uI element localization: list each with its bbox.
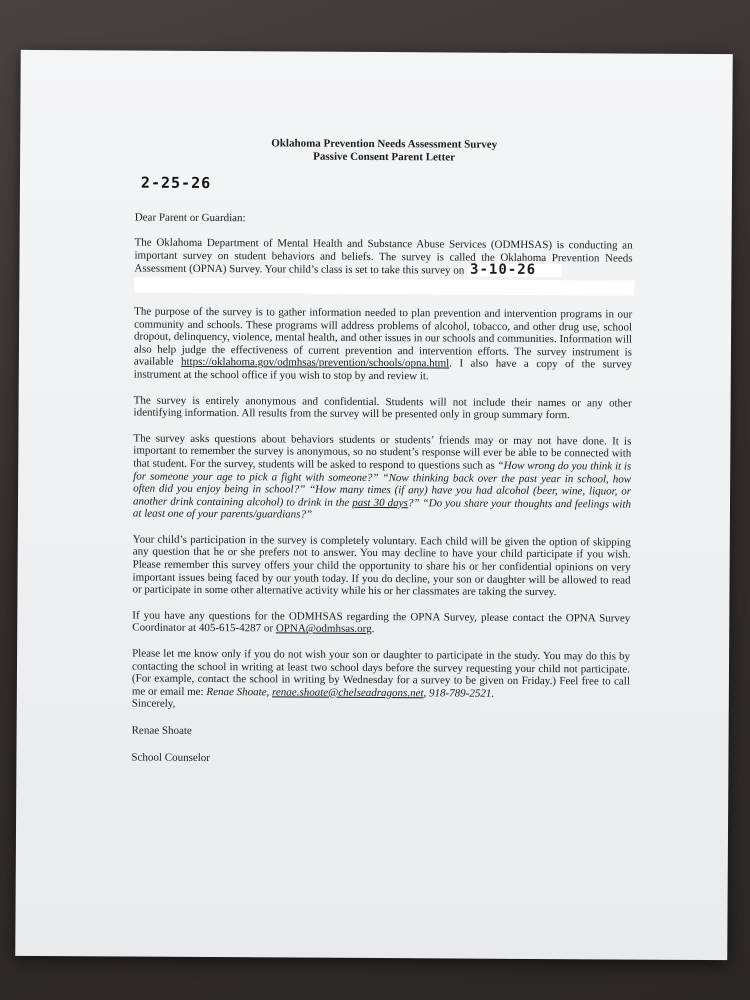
- whiteout-strip: [134, 278, 634, 296]
- paragraph-optout: [132, 648, 630, 701]
- paragraph-questions-lead: The survey asks questions about behaviors students or students’ friends may or may not have done. It is important to remember the survey is anonymous, so no student’s response will ever be able to be connected with that student. For the survey, students will be asked to respond to questions such as: [133, 432, 632, 472]
- question-examples-end: ?” “Do you share your thoughts and feelings with at least one of your parents/guardians?”: [132, 496, 632, 521]
- closing: Sincerely,: [131, 697, 176, 711]
- letter-content: [131, 137, 633, 767]
- survey-link[interactable]: https://oklahoma.gov/odmhsas/prevention/schools/opna.html: [180, 356, 450, 370]
- page-subtitle: Passive Consent Parent Letter: [313, 150, 456, 164]
- paragraph-contact-text: If you have any questions for the ODMHSAS regarding the OPNA Survey, please contact the OPNA Survey Coordinator at 405-615-4287 or: [132, 609, 631, 635]
- paragraph-optout-text: Please let me know only if you do not wish your son or daughter to participate in the study. You may do this by contacting the school in writing at least two school days before the survey requesting your child not participate. (For example, contact the school in writing by Wednesday for a survey to be given on Friday.) Feel free to call me or email me:: [131, 647, 631, 698]
- question-examples: “How wrong do you think it is for someone your age to pick a fight with someone?” “Now thinking back over the past year in school, how often did you enjoy being in school?” “How many times (if any) have you had alcohol (beer, wine, liquor, or another drink containing alcohol) to drink in the: [132, 459, 632, 509]
- opna-email-link[interactable]: OPNA@odmhsas.org: [275, 622, 372, 636]
- paragraph-anonymous: The survey is entirely anonymous and confidential. Students will not include their names or any other identifying information. All results from the survey will be presented only in group summary form.: [133, 394, 632, 422]
- paragraph-questions: [133, 432, 632, 523]
- salutation: Dear Parent or Guardian:: [134, 211, 246, 224]
- counselor-phone: , 918-789-2521.: [423, 687, 495, 700]
- counselor-name-inline: Renae Shoate,: [206, 685, 273, 699]
- paragraph-intro-text: The Oklahoma Department of Mental Health and Substance Abuse Services (ODMHSAS) is conducting an important survey on student behaviors and beliefs. The survey is called the Oklahoma Prevention Needs Assessment (OPNA) Survey. Your child’s class is set to take this survey on: [134, 236, 633, 277]
- survey-date: 3-10-26: [467, 264, 561, 278]
- past-30-days: past 30 days: [352, 496, 408, 509]
- paragraph-purpose-after: . I also have a copy of the survey instrument at the school office if you wish to stop by and review it.: [133, 357, 632, 383]
- signer-name: Renae Shoate: [131, 724, 192, 737]
- paragraph-contact-after: .: [371, 623, 375, 636]
- page-title: Oklahoma Prevention Needs Assessment Survey: [271, 137, 498, 151]
- paragraph-intro: [134, 237, 632, 296]
- handwritten-date: 2-25-26: [140, 173, 212, 192]
- letter-page: [15, 50, 733, 960]
- paragraph-voluntary: Your child’s participation in the survey is completely voluntary. Each child will be given the option of skipping any question that he or she prefers not to answer. You may decline to have your child participate if you wish. Please remember this survey offers your child the opportunity to share his or her confidential opinions on very important issues being faced by our youth today. If you do decline, your son or daughter will be allowed to read or participate in some other alternative activity while his or her classmates are taking the survey.: [132, 533, 631, 599]
- signer-title: School Counselor: [131, 751, 211, 764]
- paragraph-contact: [132, 609, 630, 637]
- paragraph-purpose: [134, 306, 632, 385]
- paragraph-purpose-text: The purpose of the survey is to gather information needed to plan prevention and intervention programs in our community and schools. These programs will address problems of alcohol, tobacco, and other drug use, school dropout, delinquency, violence, mental health, and other issues in our schools and communities. Information will also help judge the effectiveness of current prevention and intervention efforts. The survey instrument is available: [133, 305, 633, 369]
- counselor-email-link[interactable]: renae.shoate@chelseadragons.net: [272, 686, 424, 700]
